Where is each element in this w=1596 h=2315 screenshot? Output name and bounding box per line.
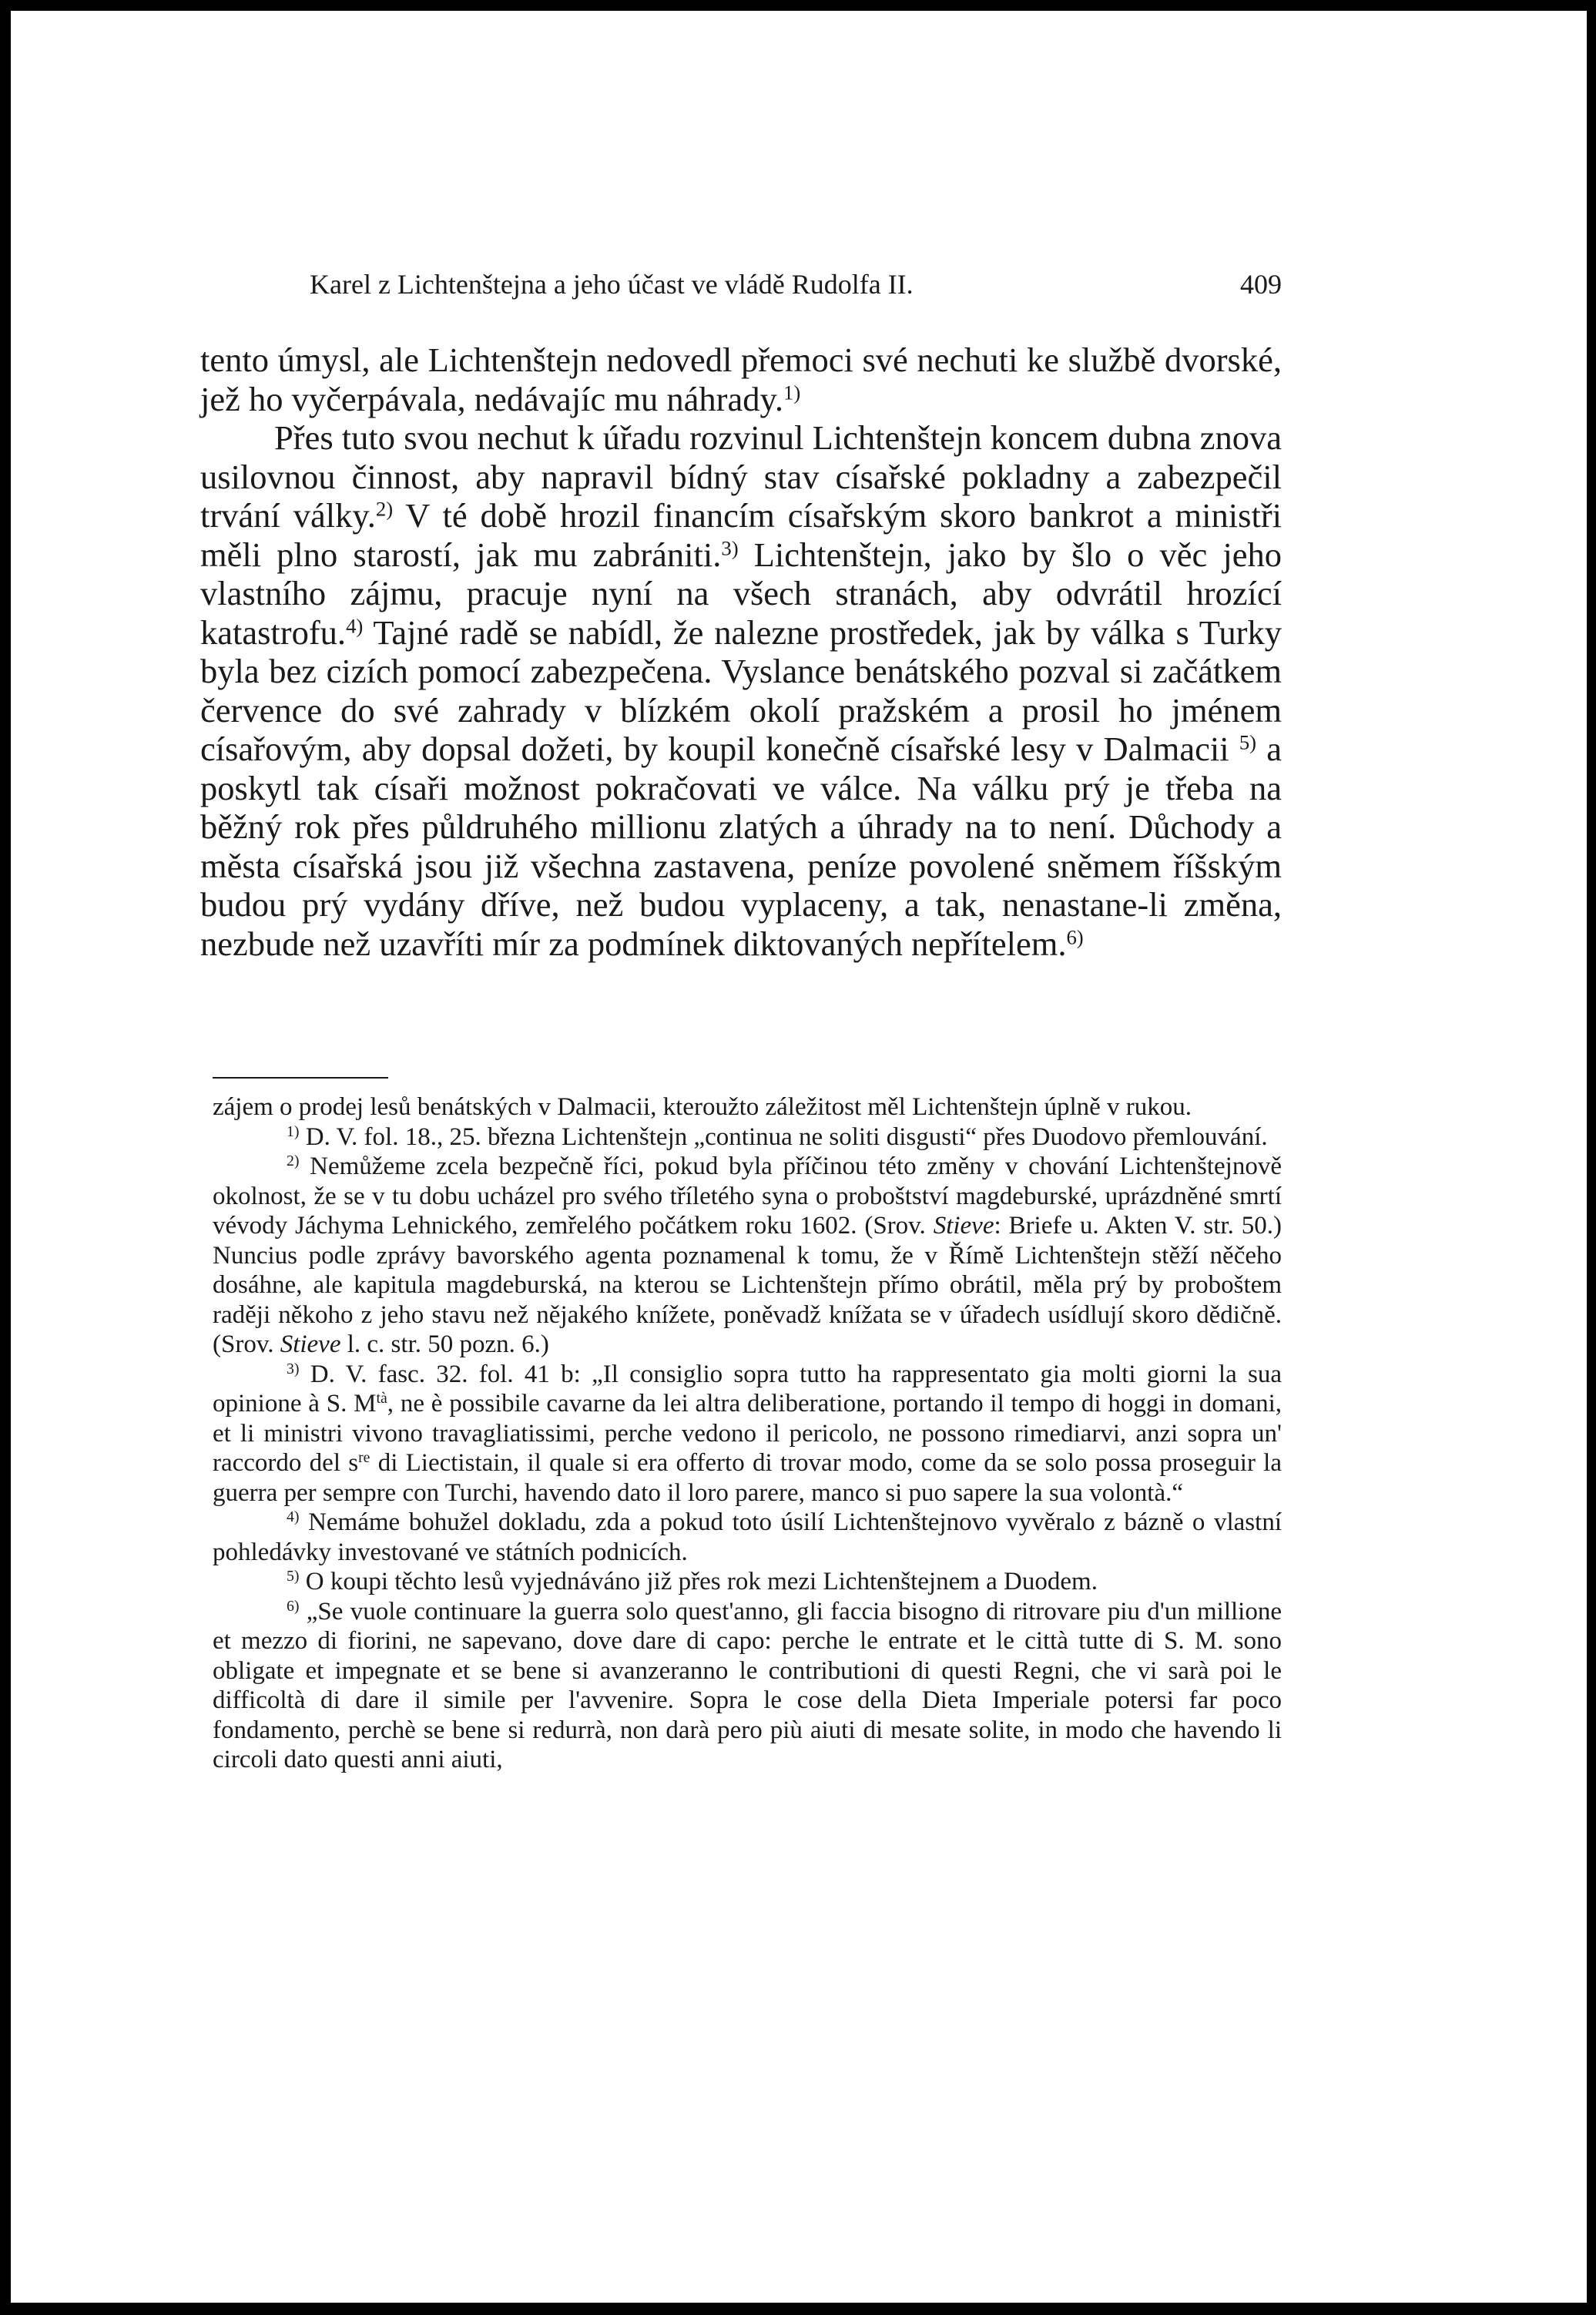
footnote-3-text-a: D. V. fasc. 32. fol. 41 b: „Il consiglio sopra tutto ha rappresentato gia molti giorni la sua opinione à S. M <box>213 1360 1282 1418</box>
page-header <box>310 265 1282 304</box>
footnote-ref-3: 3) <box>721 535 739 559</box>
footnote-2-author-1: Stieve <box>933 1212 994 1240</box>
paragraph-2-sentence-1: Přes tuto svou nechut k úřadu rozvinul Lichtenštejn koncem dubna znova usilovnou činnost, aby napravil bídný stav císařské pokladny a zabezpečil trvání války. <box>200 418 1282 535</box>
footnote-ref-2: 2) <box>375 497 394 521</box>
footnote-ref-6: 6) <box>1066 924 1084 948</box>
paragraph-2-sentence-4: Tajné radě se nabídl, že nalezne prostředek, jak by válka s Turky byla bez cizích pomocí zabezpečena. Vyslance benátského pozval si začátkem července do své zahrady v blízkém okolí pražském a prosil ho jménem císařovým, aby dopsal dožeti, by koupil konečně císařské lesy v Dalmacii <box>200 612 1282 768</box>
footnote-2 <box>213 1152 1282 1360</box>
footnote-2-author-2: Stieve <box>280 1330 341 1358</box>
footnote-2-text-a: Nemůžeme zcela bezpečně říci, pokud byla příčinou této změny v chování Lichtenštejnově okolnost, že se v tu dobu ucházel pro svého tříletého syna o proboštství magdeburské, uprázdněné smrtí vévody Jáchyma Lehnického, zemřelého počátkem roku 1602. (Srov. <box>213 1152 1282 1240</box>
running-title: Karel z Lichtenštejna a jeho účast ve vládě Rudolfa II. <box>310 269 914 300</box>
footnote-1 <box>213 1122 1282 1152</box>
footnote-separator <box>213 1077 388 1079</box>
footnote-3-mark: 3) <box>287 1360 300 1377</box>
footnote-5-text: O koupi těchto lesů vyjednáváno již přes rok mezi Lichtenštejnem a Duodem. <box>299 1568 1098 1595</box>
footnote-6-mark: 6) <box>287 1597 300 1615</box>
footnote-3-superscript-b: re <box>358 1449 370 1467</box>
footnote-2-text-b: : Briefe u. Akten V. str. 50.) Nuncius podle zprávy bavorského agenta poznamenal k tomu, že v Římě Lichtenštejn stěží něčeho dosáhne, ale kapitula magdeburská, na kterou se Lichtenštejn přímo obrátil, měla prý by proboštem raději někoho z jeho stavu než nějakého knížete, poněvadž knížata se v úřadech usídlují skoro dědičně. (Srov. <box>213 1212 1282 1358</box>
paragraph-2 <box>200 418 1282 963</box>
footnote-6-text: „Se vuole continuare la guerra solo quest'anno, gli faccia bisogno di ritrovare piu d'un millione et mezzo di fiorini, ne sapevano, dove dare di capo: perche le entrate et le città tutte di S. M. sono obligate et impegnate et se bene si avanzeranno le contributioni di questi Regni, che vi sarà poi le difficoltà di dare il simile per l'avvenire. Sopra le cose della Dieta Imperiale potersi far poco fondamento, perchè se bene si redurrà, non darà pero più aiuti di mesate solite, in modo che havendo li circoli dato questi anni aiuti, <box>213 1597 1282 1773</box>
footnote-ref-4: 4) <box>346 613 364 637</box>
footnote-2-text-c: l. c. str. 50 pozn. 6.) <box>340 1330 549 1358</box>
footnote-4-text: Nemáme bohužel dokladu, zda a pokud toto úsilí Lichtenštejnovo vyvěralo z bázně o vlastní pohledávky investované ve státních podnicích. <box>213 1508 1282 1566</box>
footnote-3 <box>213 1360 1282 1508</box>
footnote-2-mark: 2) <box>287 1152 300 1170</box>
footnote-continuation: zájem o prodej lesů benátských v Dalmacii, kteroužto záležitost měl Lichtenštejn úplně v rukou. <box>213 1093 1192 1121</box>
footnote-4-mark: 4) <box>287 1508 300 1526</box>
footnote-5 <box>213 1567 1282 1597</box>
footnote-3-text-b: , ne è possibile cavarne da lei altra deliberatione, portando il tempo di hoggi in domani, et li ministri vivono travagliatissimi, perche vedono il pericolo, ne possono rimediarvi, anzi sopra un' raccordo del s <box>213 1390 1282 1477</box>
book-page <box>11 11 1587 2303</box>
paragraph-1-text: tento úmysl, ale Lichtenštejn nedovedl přemoci své nechuti ke službě dvorské, jež ho vyčerpávala, nedávajíc mu náhrady. <box>200 341 1282 418</box>
paragraph-2-sentence-2: V té době hrozil financím císařským skoro bankrot a ministři měli plno starostí, jak mu zabrániti. <box>200 496 1282 574</box>
footnotes <box>213 1092 1282 1775</box>
footnote-5-mark: 5) <box>287 1568 300 1585</box>
footnote-ref-1: 1) <box>783 380 801 404</box>
paragraph-1 <box>200 341 1282 418</box>
footnote-1-mark: 1) <box>287 1122 300 1140</box>
main-text <box>200 341 1282 963</box>
footnote-4 <box>213 1508 1282 1567</box>
footnote-1-text: D. V. fol. 18., 25. března Lichtenštejn „continua ne soliti disgusti“ přes Duodovo přemlouvání. <box>299 1122 1268 1151</box>
footnote-3-text-c: di Liectistain, il quale si era offerto di trovar modo, come da se solo possa proseguir la guerra per sempre con Turchi, havendo dato il loro parere, manco si puo sapere la sua volontà.“ <box>213 1449 1282 1507</box>
paragraph-2-sentence-3: Lichtenštejn, jako by šlo o věc jeho vlastního zájmu, pracuje nyní na všech stranách, aby odvrátil hrozící katastrofu. <box>200 535 1282 652</box>
page-number: 409 <box>1240 269 1282 300</box>
footnote-3-superscript-a: tà <box>376 1390 387 1407</box>
footnote-ref-5: 5) <box>1239 730 1257 754</box>
footnote-6 <box>213 1597 1282 1775</box>
paragraph-2-sentence-5: a poskytl tak císaři možnost pokračovati ve válce. Na válku prý je třeba na běžný rok přes půldruhého millionu zlatých a úhrady na to není. Důchody a města císařská jsou již všechna zastavena, peníze povolené sněmem říšským budou prý vydány dříve, než budou vyplaceny, a tak, nenastane-li změna, nezbude než uzavříti mír za podmínek diktovaných nepřítelem. <box>200 730 1282 963</box>
